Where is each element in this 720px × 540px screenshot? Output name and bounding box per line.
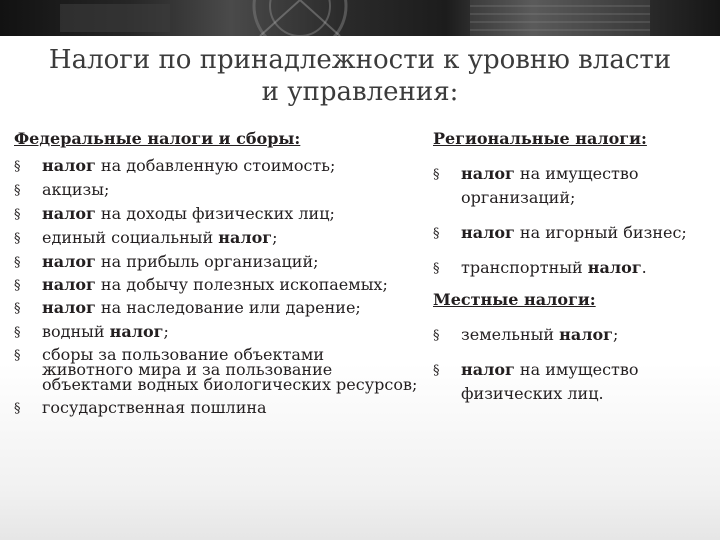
banner-texture xyxy=(0,0,720,36)
federal-tax-item-keyword: налог xyxy=(42,298,96,317)
regional-tax-item-text: транспортный xyxy=(461,258,588,277)
bullet-icon: § xyxy=(14,183,21,198)
federal-tax-item-keyword: налог xyxy=(109,322,164,341)
regional-tax-item xyxy=(433,162,713,210)
federal-tax-item xyxy=(14,323,419,340)
federal-taxes-column xyxy=(14,128,419,416)
regional-tax-item-text: . xyxy=(641,258,647,277)
bullet-icon: § xyxy=(433,226,440,241)
bullet-icon: § xyxy=(433,328,440,343)
regional-tax-item xyxy=(433,256,713,280)
bullet-icon: § xyxy=(14,207,21,222)
regional-tax-item-keyword: налог xyxy=(461,164,515,183)
federal-tax-item-text: ; xyxy=(163,322,169,341)
bullet-icon: § xyxy=(14,301,21,316)
regional-taxes-list xyxy=(433,162,713,280)
federal-tax-item-text: водный xyxy=(42,322,110,341)
regional-local-column xyxy=(433,128,713,406)
bullet-icon: § xyxy=(14,231,21,246)
federal-tax-item xyxy=(14,277,419,292)
federal-tax-item-text: на добычу полезных ископаемых; xyxy=(95,275,388,294)
federal-tax-item xyxy=(14,399,419,416)
bullet-icon: § xyxy=(14,255,21,270)
federal-tax-item xyxy=(14,347,419,392)
regional-tax-item-text: на имущество организаций; xyxy=(461,164,639,207)
local-tax-item-keyword: налог xyxy=(461,360,515,379)
local-tax-item-text: земельный xyxy=(461,325,560,344)
regional-tax-item xyxy=(433,221,713,245)
federal-tax-item-text: на добавленную стоимость; xyxy=(95,156,336,175)
bullet-icon: § xyxy=(14,278,21,293)
header-banner-image xyxy=(0,0,720,36)
local-taxes-heading: Местные налоги: xyxy=(433,290,596,309)
federal-taxes-heading: Федеральные налоги и сборы: xyxy=(14,129,301,148)
bullet-icon: § xyxy=(433,261,440,276)
federal-tax-item xyxy=(14,181,419,198)
federal-tax-item-text: на доходы физических лиц; xyxy=(95,204,335,223)
local-taxes-list xyxy=(433,323,713,406)
federal-tax-item-keyword: налог xyxy=(42,204,96,223)
federal-tax-item xyxy=(14,253,419,270)
local-tax-item-text: ; xyxy=(612,325,619,344)
federal-taxes-list xyxy=(14,157,419,416)
federal-tax-item-text: на наследование или дарение; xyxy=(95,298,361,317)
federal-tax-item xyxy=(14,205,419,222)
bullet-icon: § xyxy=(14,159,21,174)
bullet-icon: § xyxy=(14,325,21,340)
bullet-icon: § xyxy=(433,363,440,378)
regional-taxes-heading: Региональные налоги: xyxy=(433,129,647,148)
federal-tax-item-text: на прибыль организаций; xyxy=(95,252,319,271)
federal-tax-item xyxy=(14,229,419,246)
regional-tax-item-keyword: налог xyxy=(587,258,642,277)
federal-tax-item-text: единый социальный xyxy=(42,228,219,247)
regional-tax-item-text: на игорный бизнес; xyxy=(514,223,687,242)
local-tax-item-text: на имущество физических лиц. xyxy=(461,360,639,403)
federal-tax-item-text: государственная пошлина xyxy=(42,398,267,417)
federal-tax-item-keyword: налог xyxy=(42,156,96,175)
local-tax-item-keyword: налог xyxy=(559,325,613,344)
federal-tax-item-text: акцизы; xyxy=(42,180,110,199)
federal-tax-item-text: сборы за пользование объектами животного мира и за пользование объектами водных биологических ресурсов; xyxy=(42,345,418,394)
federal-tax-item xyxy=(14,299,419,316)
slide-title: Налоги по принадлежности к уровню власти и управления: xyxy=(48,45,672,107)
federal-tax-item-keyword: налог xyxy=(42,275,96,294)
bullet-icon: § xyxy=(433,167,440,182)
bullet-icon: § xyxy=(14,401,21,416)
local-tax-item xyxy=(433,323,713,347)
federal-tax-item-keyword: налог xyxy=(218,228,273,247)
federal-tax-item-text: ; xyxy=(272,228,278,247)
regional-tax-item-keyword: налог xyxy=(461,223,515,242)
local-tax-item xyxy=(433,358,713,406)
federal-tax-item xyxy=(14,157,419,174)
federal-tax-item-keyword: налог xyxy=(42,252,96,271)
bullet-icon: § xyxy=(14,348,21,363)
